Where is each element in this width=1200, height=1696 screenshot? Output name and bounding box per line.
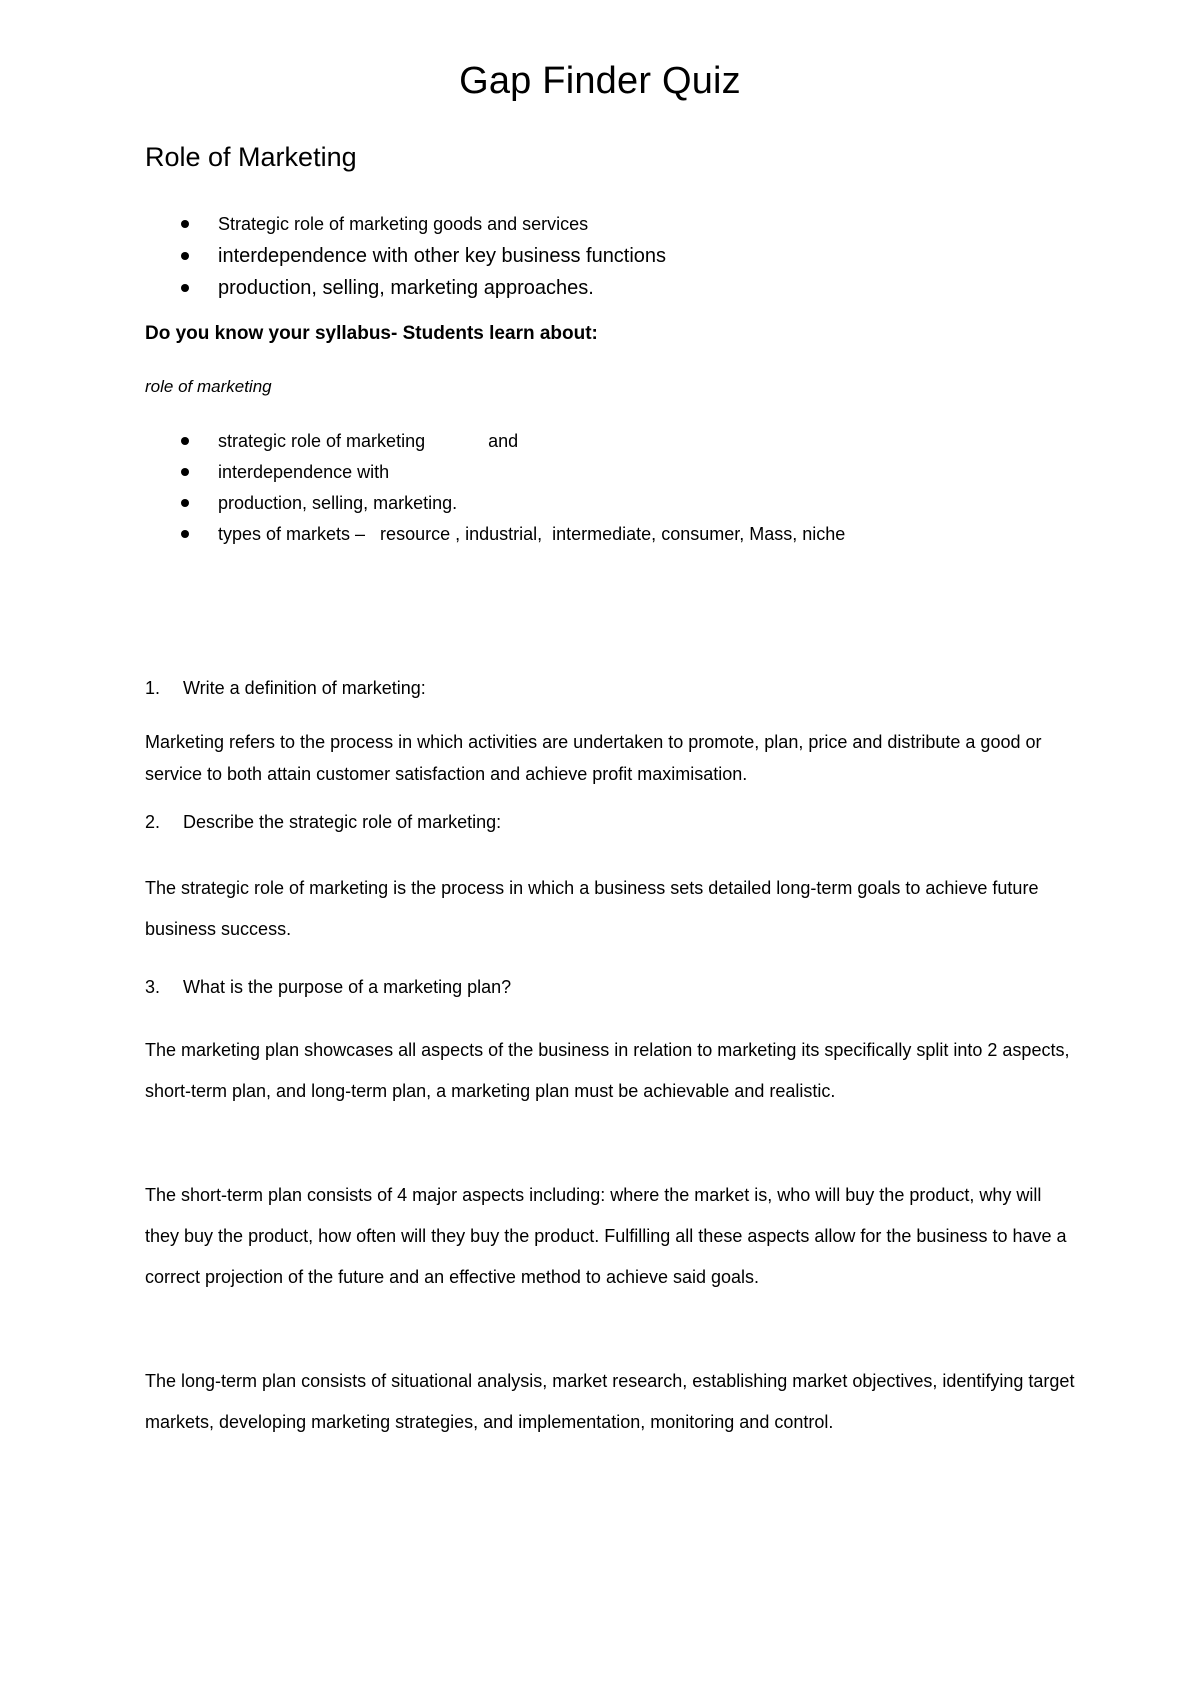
bullet-icon bbox=[181, 252, 189, 260]
question-number: 1. bbox=[145, 678, 161, 698]
bullet-text: interdependence with bbox=[218, 462, 390, 482]
question-1 bbox=[145, 678, 426, 699]
topic-bullet-list bbox=[145, 208, 666, 304]
answer-3-paragraph-1: The marketing plan showcases all aspects of the business in relation to marketing its specifically split into 2 aspects, short-term plan, and long-term plan, a marketing plan must be achievable and realistic. bbox=[145, 1040, 1070, 1101]
question-number: 2. bbox=[145, 812, 161, 832]
document-title: Gap Finder Quiz bbox=[459, 60, 741, 102]
bullet-icon bbox=[181, 468, 189, 476]
section-heading: Role of Marketing bbox=[145, 142, 357, 172]
list-item bbox=[145, 426, 845, 457]
bullet-icon bbox=[181, 530, 189, 538]
answer-2-paragraph: The strategic role of marketing is the process in which a business sets detailed long-term goals to achieve future business success. bbox=[145, 878, 1039, 939]
bullet-text: production, selling, marketing. bbox=[218, 493, 458, 513]
list-item bbox=[145, 240, 666, 272]
question-text: Describe the strategic role of marketing: bbox=[183, 812, 502, 832]
question-3 bbox=[145, 977, 511, 998]
question-2 bbox=[145, 812, 501, 833]
bullet-suffix: and bbox=[488, 431, 519, 451]
question-number: 3. bbox=[145, 977, 161, 997]
question-text: Write a definition of marketing: bbox=[183, 678, 426, 698]
list-item bbox=[145, 272, 666, 304]
syllabus-topic: role of marketing bbox=[145, 377, 272, 396]
bullet-text: interdependence with other key business functions bbox=[218, 245, 667, 267]
bullet-icon bbox=[181, 499, 189, 507]
syllabus-heading: Do you know your syllabus- Students learn about: bbox=[145, 323, 598, 344]
bullet-icon bbox=[181, 284, 189, 292]
answer-1-paragraph: Marketing refers to the process in which activities are undertaken to promote, plan, price and distribute a good or service to both attain customer satisfaction and achieve profit maximisation. bbox=[145, 732, 1042, 784]
list-item bbox=[145, 519, 845, 550]
answer-3-paragraph-3: The long-term plan consists of situational analysis, market research, establishing market objectives, identifying target markets, developing marketing strategies, and implementation, monitoring and control. bbox=[145, 1371, 1075, 1432]
list-item bbox=[145, 488, 845, 519]
bullet-text: production, selling, marketing approaches. bbox=[218, 277, 594, 299]
bullet-text: Strategic role of marketing goods and services bbox=[218, 214, 589, 234]
bullet-icon bbox=[181, 437, 189, 445]
bullet-text: types of markets – resource , industrial, intermediate, consumer, Mass, niche bbox=[218, 524, 846, 544]
list-item bbox=[145, 457, 845, 488]
list-item bbox=[145, 208, 666, 240]
question-text: What is the purpose of a marketing plan? bbox=[183, 977, 512, 997]
bullet-text: strategic role of marketing bbox=[218, 431, 426, 451]
answer-3-paragraph-2: The short-term plan consists of 4 major aspects including: where the market is, who will buy the product, why will they buy the product, how often will they buy the product. Fulfilling all these aspects allow for the business to have a correct projection of the future and an effective method to achieve said goals. bbox=[145, 1185, 1067, 1287]
bullet-icon bbox=[181, 220, 189, 228]
syllabus-bullet-list bbox=[145, 426, 845, 550]
